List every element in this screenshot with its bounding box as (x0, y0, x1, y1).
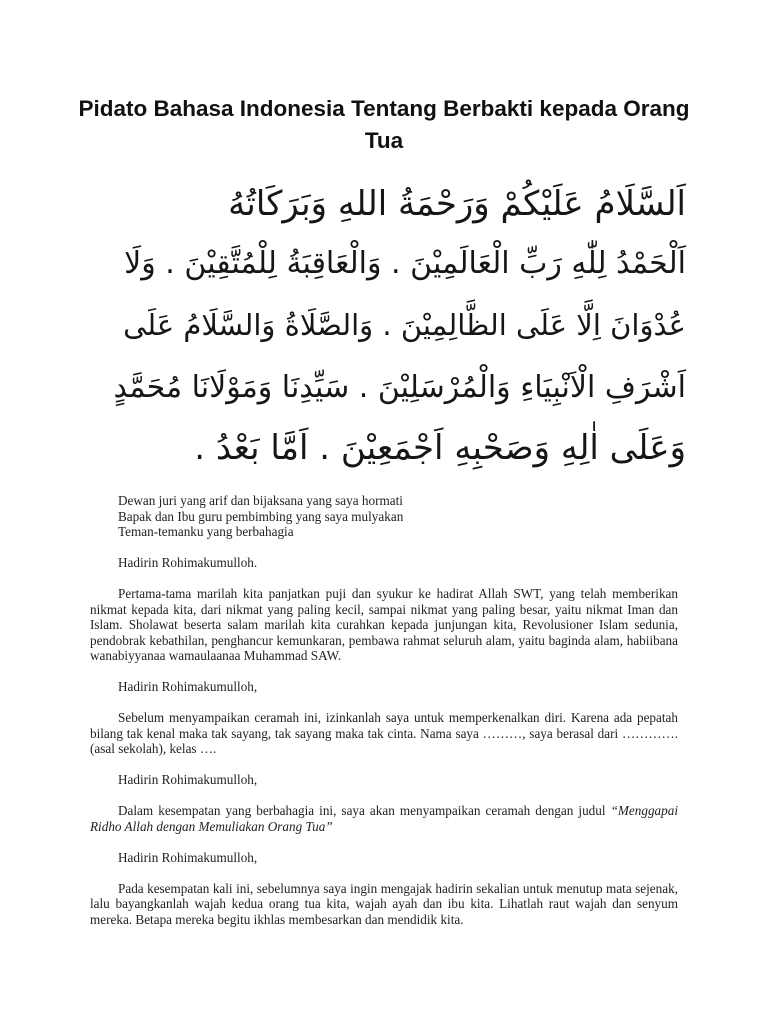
arabic-line: وَعَلَى اٰلِهِ وَصَحْبِهِ اَجْمَعِيْنَ . اَمَّا بَعْدُ . (194, 428, 686, 468)
greeting-line: Bapak dan Ibu guru pembimbing yang saya mulyakan (118, 508, 404, 524)
paragraph-introduction: Sebelum menyampaikan ceramah ini, izinkanlah saya untuk memperkenalkan diri. Karena ada pepatah bilang tak kenal maka tak sayang, tak sayang maka tak cinta. Nama saya ………, saya berasal dari …………. (asal sekolah), kelas …. (90, 710, 678, 756)
arabic-line: عُدْوَانَ اِلَّا عَلَى الظَّالِمِيْنَ . وَالصَّلَاةُ وَالسَّلَامُ عَلَى (123, 308, 686, 342)
arabic-line: اَلْحَمْدُ لِلّٰهِ رَبِّ الْعَالَمِيْنَ . وَالْعَاقِبَةُ لِلْمُتَّقِيْنَ . وَلَا (124, 246, 686, 281)
arabic-line: اَشْرَفِ الْاَنْبِيَاءِ وَالْمُرْسَلِيْنَ . سَيِّدِنَا وَمَوْلَانَا مُحَمَّدٍ (113, 370, 686, 405)
speech-body (90, 493, 678, 927)
paragraph-topic-text: Dalam kesempatan yang berbahagia ini, saya akan menyampaikan ceramah dengan judul (118, 803, 611, 818)
document-title: Pidato Bahasa Indonesia Tentang Berbakti kepada Orang Tua (78, 96, 690, 154)
paragraph-topic (90, 803, 678, 834)
arabic-line: اَلسَّلَامُ عَلَيْكُمْ وَرَحْمَةُ اللهِ وَبَرَكَاتُهُ (228, 184, 686, 224)
salutation: Hadirin Rohimakumulloh, (118, 772, 258, 787)
salutation: Hadirin Rohimakumulloh. (118, 555, 258, 570)
greeting-line: Dewan juri yang arif dan bijaksana yang saya hormati (118, 493, 403, 508)
greeting-line: Teman-temanku yang berbahagia (118, 524, 294, 539)
paragraph-opening: Pertama-tama marilah kita panjatkan puji dan syukur ke hadirat Allah SWT, yang telah memberikan nikmat kepada kita, dari nikmat yang paling kecil, sampai nikmat yang paling besar, yaitu nikmat Iman dan Islam. Sholawat beserta salam marilah kita curahkan kepada junjungan kita, Revolusioner Islam sedunia, pendobrak kebathilan, penghancur kemunkaran, pembawa rahmat seluruh alam, yaitu baginda alam, habiibana wanabiyyanaa wamaulaanaa Muhammad SAW. (90, 586, 678, 663)
arabic-calligraphy-image (96, 180, 696, 478)
paragraph-reflection: Pada kesempatan kali ini, sebelumnya saya ingin mengajak hadirin sekalian untuk menutup mata sejenak, lalu bayangkanlah wajah kedua orang tua kita, wajah ayah dan ibu kita. Lihatlah raut wajah dan senyum mereka. Betapa mereka begitu ikhlas membesarkan dan mendidik kita. (90, 880, 678, 927)
salutation: Hadirin Rohimakumulloh, (118, 849, 258, 865)
speech-title-quote: “Menggapai Ridho Allah dengan Memuliakan Orang Tua” (90, 803, 678, 834)
salutation: Hadirin Rohimakumulloh, (118, 679, 258, 694)
